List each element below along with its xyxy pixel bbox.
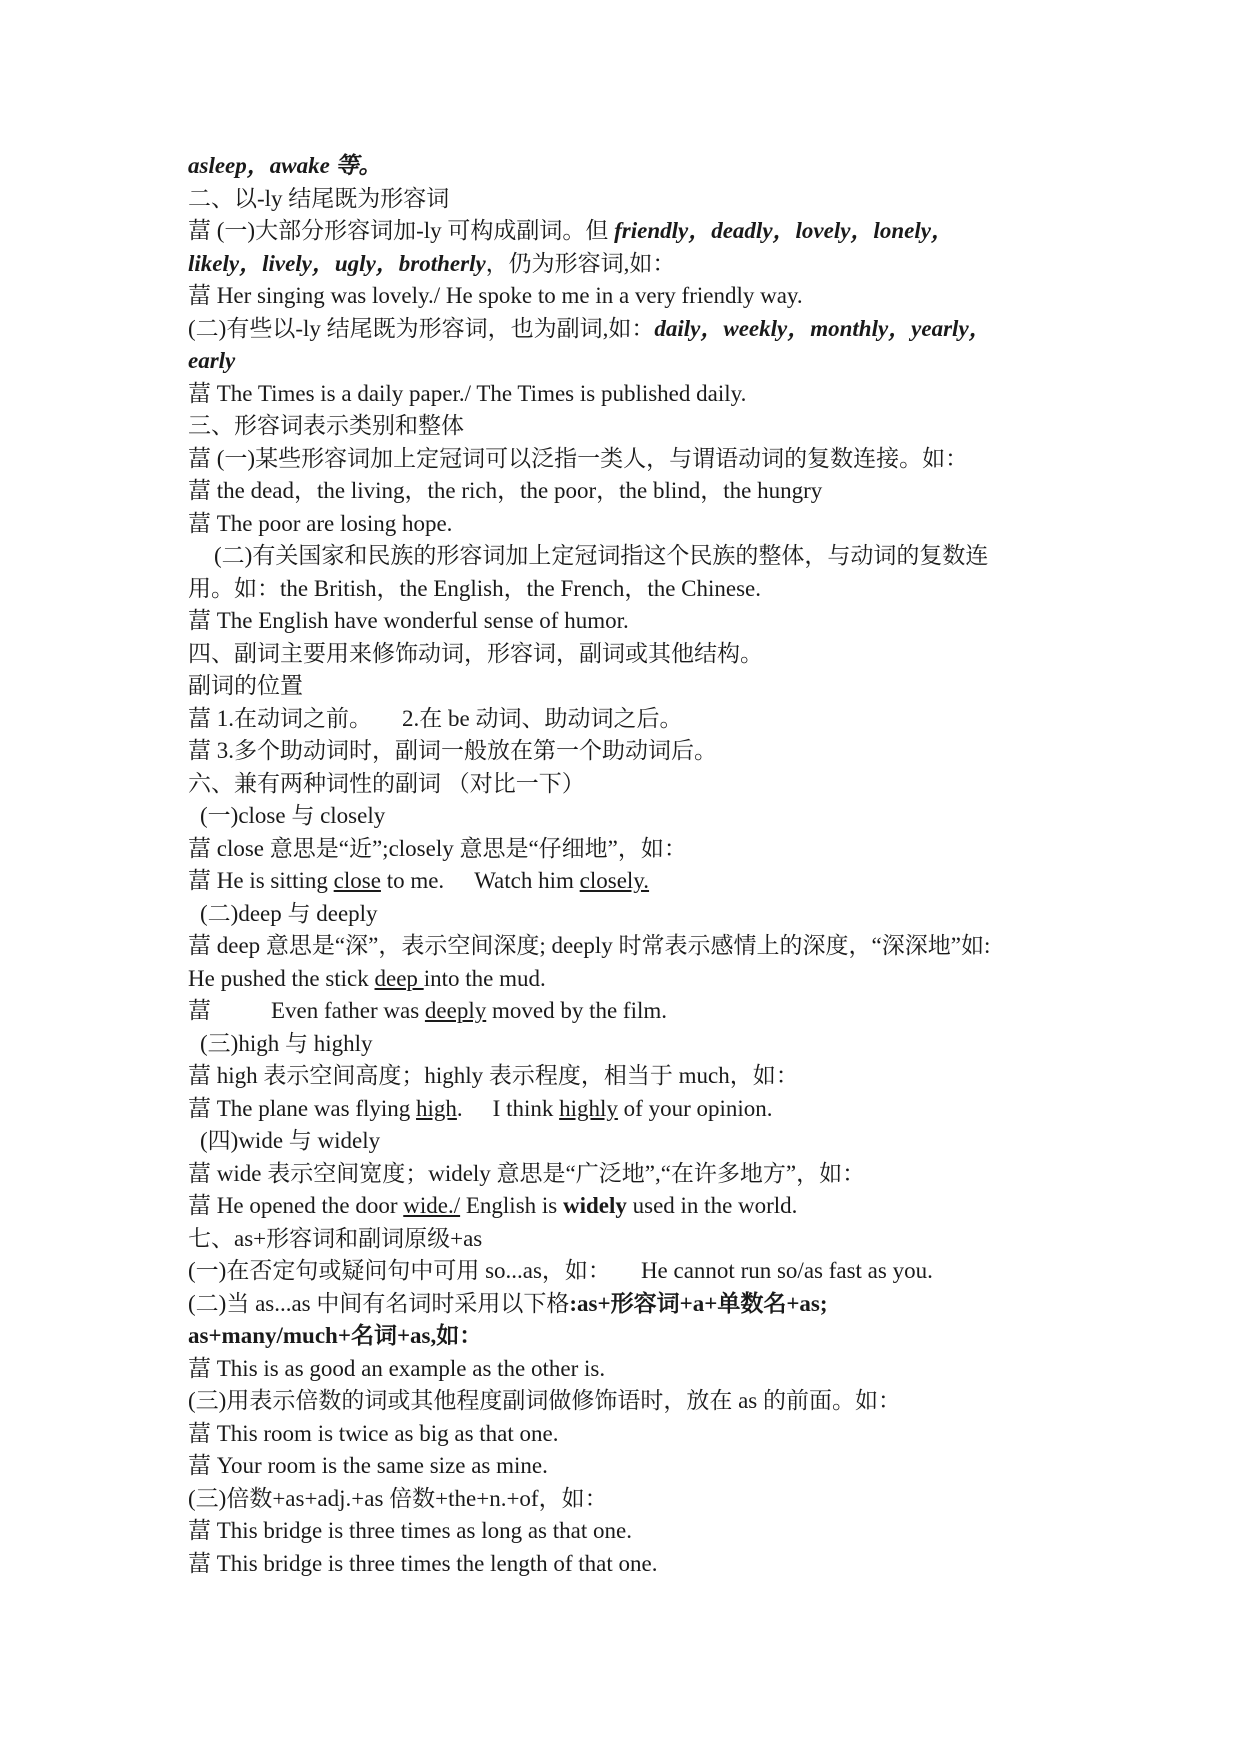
text-span: (一)在否定句或疑问句中可用 so...as，如： (188, 1258, 611, 1283)
text-span: English is (460, 1193, 563, 1218)
text-span: 葍 He opened the door (188, 1193, 404, 1218)
text-span: 葍 Your room is the same size as mine. (188, 1453, 548, 1478)
text-span: asleep，awake 等。 (188, 153, 382, 178)
text-span: (二)deep 与 deeply (200, 900, 378, 926)
text-line (188, 443, 1068, 476)
text-span: ，仍为形容词,如： (485, 250, 676, 276)
text-line (188, 833, 1068, 866)
section-heading (188, 183, 1068, 216)
example-line (188, 280, 1068, 313)
text-span: into the mud. (423, 965, 546, 991)
text-span: moved by the film. (486, 998, 667, 1023)
text-line (188, 735, 1068, 768)
text-span: 葍 1.在动词之前。 (188, 705, 372, 731)
example-line (188, 1353, 1068, 1386)
text-span: (一)close 与 closely (200, 803, 386, 828)
text-span: (二)有些以-ly 结尾既为形容词，也为副词,如： (188, 315, 655, 341)
subheading (188, 1028, 1068, 1061)
text-line (188, 1255, 1068, 1288)
text-span: (二)当 as...as 中间有名词时采用以下格 (188, 1290, 570, 1316)
subheading (188, 1125, 1068, 1158)
text-span: 葍 Her singing was lovely./ He spoke to me in a very friendly way. (188, 283, 803, 308)
text-span: likely，lively，ugly，brotherly (188, 250, 486, 276)
document-body (188, 150, 1068, 1580)
subheading (188, 670, 1068, 703)
text-line (188, 540, 1068, 573)
example-line (188, 1418, 1068, 1451)
text-span: . (456, 1095, 463, 1121)
section-heading (188, 768, 1068, 801)
text-span: daily，weekly，monthly，yearly， (654, 315, 992, 341)
text-span: Even father was (271, 998, 425, 1023)
text-span: 七、as+形容词和副词原级+as (188, 1225, 483, 1251)
text-span: 葍 close 意思是“近”;closely 意思是“仔细地”，如： (188, 835, 687, 861)
text-span: He cannot run so/as fast as you. (640, 1258, 933, 1283)
text-line (188, 150, 1068, 183)
underlined-word: close (333, 868, 381, 893)
text-span: to me. (380, 868, 445, 893)
example-line (188, 995, 1068, 1028)
text-span: (三)倍数+as+adj.+as 倍数+the+n.+of，如： (188, 1485, 608, 1511)
text-span: (二)有关国家和民族的形容词加上定冠词指这个民族的整体，与动词的复数连 (214, 543, 989, 568)
text-span: 葍 (一)大部分形容词加-ly 可构成副词。但 (188, 218, 615, 243)
text-span: 葍 high 表示空间高度；highly 表示程度，相当于 much，如： (188, 1063, 799, 1088)
text-span: 2.在 be 动词、助动词之后。 (402, 705, 683, 731)
underlined-word: deeply (424, 998, 487, 1023)
text-line (188, 573, 1068, 606)
text-span: 葍 This bridge is three times as long as that one. (188, 1518, 632, 1543)
text-span: 四、副词主要用来修饰动词，形容词，副词或其他结构。 (188, 640, 763, 666)
underlined-word: high (416, 1095, 457, 1121)
text-span: used in the world. (626, 1193, 798, 1218)
text-span: 葍 The Times is a daily paper./ The Times is published daily. (188, 380, 747, 406)
example-line (188, 605, 1068, 638)
text-span: 葍 the dead，the living，the rich，the poor，the blind，the hungry (188, 478, 823, 503)
text-span: friendly，deadly，lovely，lonely， (614, 218, 954, 243)
text-line (188, 313, 1068, 346)
text-span: (四)wide 与 widely (200, 1128, 381, 1153)
text-span: 三、形容词表示类别和整体 (188, 413, 464, 438)
bold-word: widely (562, 1193, 627, 1218)
bold-formula: :as+形容词+a+单数名+as; (569, 1290, 828, 1316)
text-span: 葍 3.多个助动词时，副词一般放在第一个助动词后。 (188, 738, 717, 763)
text-span: 葍 wide 表示空间宽度；widely 意思是“广泛地”,“在许多地方”，如： (188, 1160, 866, 1186)
example-line (188, 1515, 1068, 1548)
text-span: He pushed the stick (188, 965, 375, 991)
text-line (188, 1288, 1068, 1321)
text-span: 六、兼有两种词性的副词 （对比一下） (188, 770, 585, 796)
text-line (188, 345, 1068, 378)
text-line (188, 703, 1068, 736)
section-heading (188, 638, 1068, 671)
subheading (188, 898, 1068, 931)
text-line (188, 1320, 1068, 1353)
text-span: 二、以-ly 结尾既为形容词 (188, 185, 450, 211)
text-line (188, 248, 1068, 281)
text-span: of your opinion. (617, 1095, 773, 1121)
underlined-word: deep (374, 965, 424, 991)
text-span: Watch him (474, 868, 580, 893)
underlined-word: highly (559, 1095, 618, 1121)
text-span: 葍 (188, 998, 211, 1023)
text-span: (三)用表示倍数的词或其他程度副词做修饰语时，放在 as 的前面。如： (188, 1388, 901, 1413)
text-span: 葍 The poor are losing hope. (188, 510, 453, 536)
text-span: 葍 This is as good an example as the other is. (188, 1355, 606, 1381)
section-heading (188, 1223, 1068, 1256)
text-line (188, 930, 1068, 963)
text-span: 用。如：the British，the English，the French，the Chinese. (188, 575, 762, 601)
text-line (188, 1060, 1068, 1093)
underlined-word: closely. (579, 868, 650, 893)
text-line (188, 1483, 1068, 1516)
subheading (188, 800, 1068, 833)
text-span: I think (492, 1095, 560, 1121)
text-span: 葍 (一)某些形容词加上定冠词可以泛指一类人，与谓语动词的复数连接。如： (188, 445, 969, 471)
text-span: 葍 This room is twice as big as that one. (188, 1420, 559, 1446)
example-line (188, 1450, 1068, 1483)
text-span: (三)high 与 highly (200, 1030, 373, 1056)
example-line (188, 963, 1068, 996)
bold-formula: as+many/much+名词+as,如： (188, 1323, 483, 1348)
example-line (188, 378, 1068, 411)
text-span: 葍 The plane was flying (188, 1095, 417, 1121)
example-line (188, 508, 1068, 541)
example-line (188, 1190, 1068, 1223)
example-line (188, 1093, 1068, 1126)
text-span: 副词的位置 (188, 673, 303, 698)
text-line (188, 215, 1068, 248)
example-line (188, 475, 1068, 508)
section-heading (188, 410, 1068, 443)
text-span: 葍 He is sitting (188, 868, 334, 893)
example-line (188, 865, 1068, 898)
text-span: early (188, 348, 236, 373)
text-line (188, 1158, 1068, 1191)
example-line (188, 1548, 1068, 1581)
text-span: 葍 deep 意思是“深”，表示空间深度; deeply 时常表示感情上的深度，“深深地”如: (188, 933, 991, 958)
text-span: 葍 This bridge is three times the length of that one. (188, 1550, 658, 1576)
text-line (188, 1385, 1068, 1418)
underlined-word: wide./ (403, 1193, 461, 1218)
text-span: 葍 The English have wonderful sense of humor. (188, 608, 629, 633)
